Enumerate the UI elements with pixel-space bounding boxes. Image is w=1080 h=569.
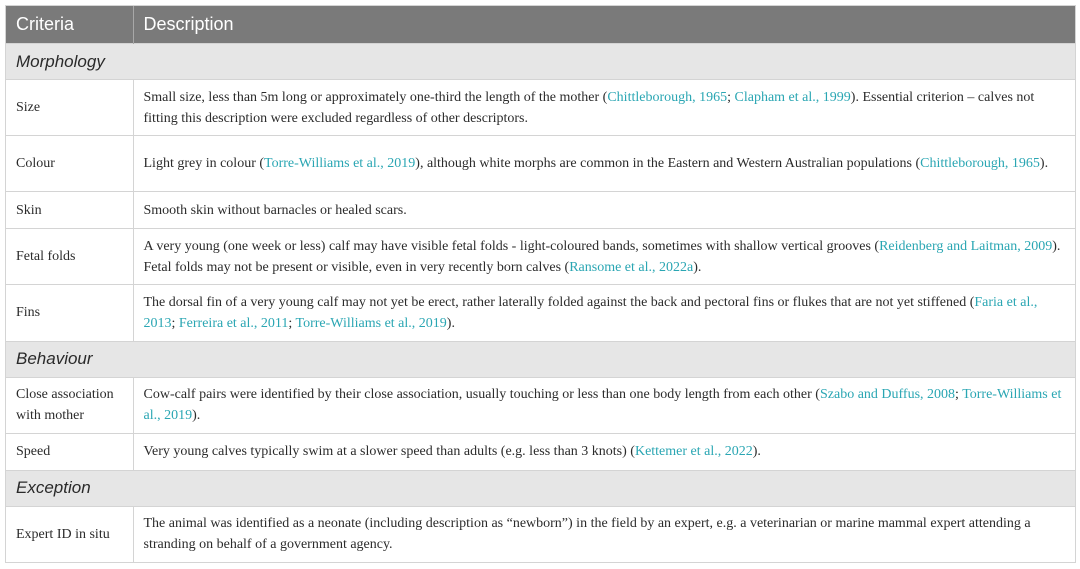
citation-link[interactable]: Torre-Williams et al., 2019 [295,315,447,331]
header-row [6,6,1075,44]
description-text: ). [1039,156,1049,172]
section-row [6,470,1075,506]
table-row [6,377,1075,433]
section-title: Exception [6,470,1075,506]
description-text: ; [171,315,179,331]
section-title: Morphology [6,44,1075,80]
citation-link[interactable]: Chittleborough, 1965 [920,156,1040,172]
table-row [6,433,1075,470]
table-body [6,44,1075,563]
table-row [6,229,1075,285]
criteria-table [5,5,1076,563]
table-row [6,192,1075,229]
description-text: ). Essential criterion – calves not fitting this description were excluded regardless of other descriptors. [143,89,1035,126]
table-row [6,506,1075,562]
section-row [6,341,1075,377]
description-cell [133,192,1075,229]
description-text: ). [192,408,201,424]
citation-link[interactable]: Clapham et al., 1999 [734,89,851,105]
citation-link[interactable]: Torre-Williams et al., 2019 [143,387,1062,424]
criteria-cell: Speed [6,433,133,470]
description-cell [133,285,1075,341]
criteria-cell: Close association with mother [6,377,133,433]
criteria-cell: Fins [6,285,133,341]
citation-link[interactable]: Torre-Williams et al., 2019 [264,156,416,172]
citation-link[interactable]: Chittleborough, 1965 [607,89,728,105]
description-cell [133,136,1075,192]
description-cell [133,377,1075,433]
description-text: ; [955,387,963,403]
citation-link[interactable]: Faria et al., 2013 [143,294,1038,331]
table-row [6,285,1075,341]
header-description: Description [133,6,1075,44]
description-text: Very young calves typically swim at a slower speed than adults (e.g. less than 3 knots) ( [143,444,635,460]
description-text: ). [693,259,702,275]
criteria-cell: Skin [6,192,133,229]
description-cell [133,229,1075,285]
description-text: The dorsal fin of a very young calf may not yet be erect, rather laterally folded against the back and pectoral fins or flukes that are not yet stiffened ( [143,294,975,310]
description-cell [133,80,1075,136]
citation-link[interactable]: Szabo and Duffus, 2008 [819,387,956,403]
description-text: Small size, less than 5m long or approximately one-third the length of the mother ( [143,89,608,105]
header-criteria: Criteria [6,6,133,44]
description-text: ). Fetal folds may not be present or visible, even in very recently born calves ( [143,238,1061,275]
table-row [6,80,1075,136]
criteria-cell: Expert ID in situ [6,506,133,562]
table [6,6,1075,562]
citation-link[interactable]: Ransome et al., 2022a [569,259,694,275]
description-text: ). [446,315,455,331]
description-text: Smooth skin without barnacles or healed scars. [143,202,407,218]
criteria-cell: Colour [6,136,133,192]
criteria-cell: Fetal folds [6,229,133,285]
description-text: ; [727,89,735,105]
citation-link[interactable]: Kettemer et al., 2022 [634,444,753,460]
citation-link[interactable]: Reidenberg and Laitman, 2009 [879,238,1053,254]
description-cell [133,433,1075,470]
criteria-cell: Size [6,80,133,136]
description-text: ; [288,315,296,331]
description-text: ). [752,444,761,460]
description-cell [133,506,1075,562]
description-text: A very young (one week or less) calf may have visible fetal folds - light-coloured bands, sometimes with shallow vertical grooves ( [143,238,880,254]
description-text: Light grey in colour ( [143,156,265,172]
citation-link[interactable]: Ferreira et al., 2011 [178,315,289,331]
description-text: The animal was identified as a neonate (including description as “newborn”) in the field by an expert, e.g. a veterinarian or marine mammal expert attending a stranding on behalf of a government agency. [143,516,1031,553]
section-row [6,44,1075,80]
description-text: Cow-calf pairs were identified by their close association, usually touching or less than one body length from each other ( [143,387,820,403]
table-row [6,136,1075,192]
section-title: Behaviour [6,341,1075,377]
description-text: ), although white morphs are common in the Eastern and Western Australian populations ( [415,156,921,172]
